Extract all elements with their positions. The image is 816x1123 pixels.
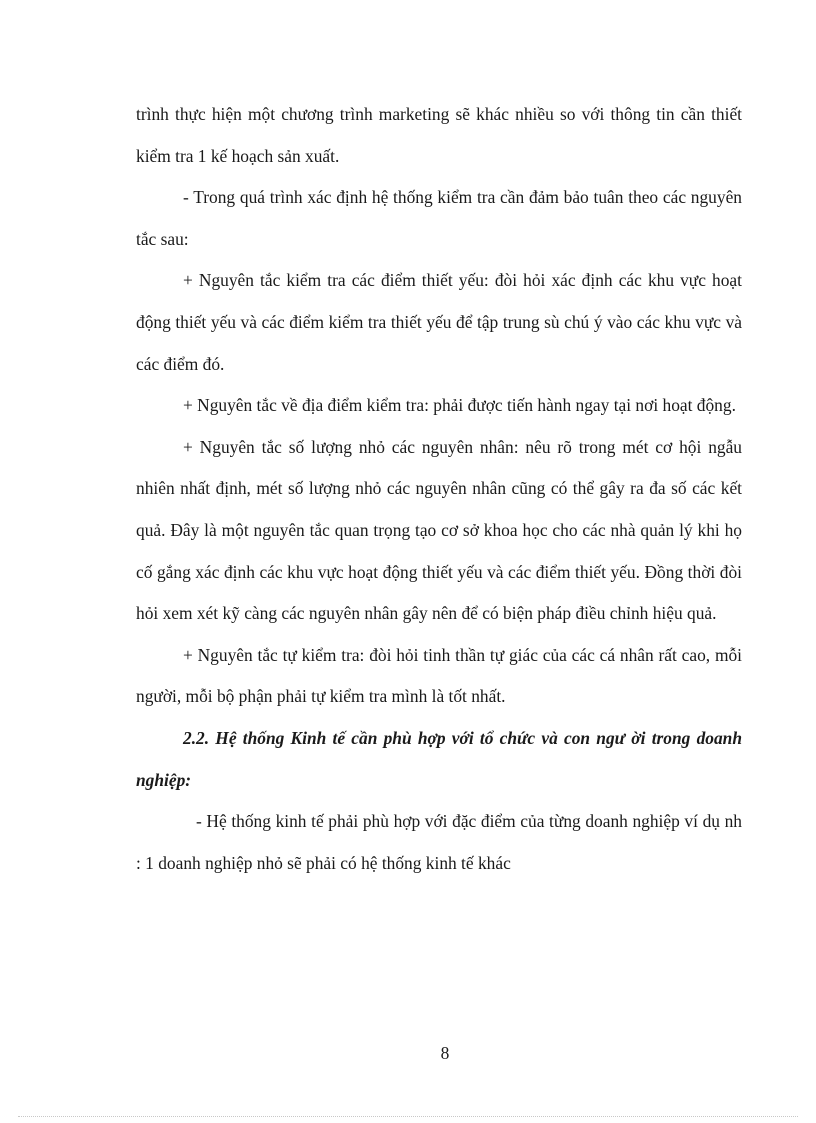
paragraph-economic-system: - Hệ thống kinh tế phải phù hợp với đặc điểm của từng doanh nghiệp ví dụ nh : 1 doanh nghiệp nhỏ sẽ phải có hệ thống kinh tế khác <box>136 811 742 873</box>
paragraph-principle-essential-points: + Nguyên tắc kiểm tra các điểm thiết yếu: đòi hỏi xác định các khu vực hoạt động thiết yếu và các điểm kiểm tra thiết yếu để tập trung sù chú ý vào các khu vực và các điểm đó. <box>136 270 742 374</box>
page-body <box>136 94 742 884</box>
paragraph-principle-few-causes: + Nguyên tắc số lượng nhỏ các nguyên nhân: nêu rõ trong mét cơ hội ngẫu nhiên nhất định, mét số lượng nhỏ các nguyên nhân cũng có thể gây ra đa số các kết quả. Đây là một nguyên tắc quan trọng tạo cơ sở khoa học cho các nhà quản lý khi họ cố gắng xác định các khu vực hoạt động thiết yếu và các điểm thiết yếu. Đồng thời đòi hỏi xem xét kỹ càng các nguyên nhân gây nên để có biện pháp điều chỉnh hiệu quả. <box>136 436 742 624</box>
paragraph-principles-intro: - Trong quá trình xác định hệ thống kiểm tra cần đảm bảo tuân theo các nguyên tắc sau: <box>136 187 742 249</box>
page-number: 8 <box>440 1043 450 1063</box>
paragraph-continuation: trình thực hiện một chương trình marketing sẽ khác nhiều so với thông tin cần thiết kiểm tra 1 kế hoạch sản xuất. <box>136 104 742 166</box>
paragraph-principle-self-check: + Nguyên tắc tự kiểm tra: đòi hỏi tinh thần tự giác của các cá nhân rất cao, mỗi người, mỗi bộ phận phải tự kiểm tra mình là tốt nhất. <box>136 644 742 707</box>
paragraph-principle-location: + Nguyên tắc về địa điểm kiểm tra: phải được tiến hành ngay tại nơi hoạt động. <box>183 395 736 416</box>
section-heading: 2.2. Hệ thống Kinh tế cần phù hợp với tổ chức và con ngư ời trong doanh nghiệp: <box>136 727 742 790</box>
page-bottom-divider <box>18 1116 798 1118</box>
